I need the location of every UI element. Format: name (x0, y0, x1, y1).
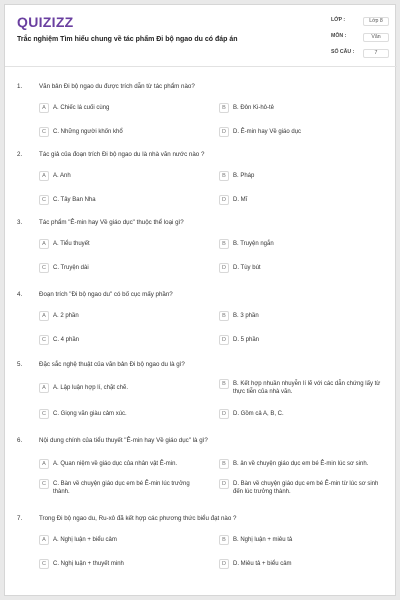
option-text: B. 3 phần (233, 313, 259, 319)
option-text: B. Nghị luận + miêu tả (233, 537, 293, 543)
option-letter-box: C (39, 127, 49, 137)
option-text: A. Tiểu thuyết (53, 241, 90, 247)
option-text: D. Miêu tả + biểu cảm (233, 561, 292, 567)
question-number: 2. (17, 151, 23, 158)
meta-count-value: 7 (363, 49, 389, 58)
option-letter-box: B (219, 103, 229, 113)
option-text: D. Mĩ (233, 197, 248, 203)
option-letter-box: A (39, 239, 49, 249)
option-letter-box: C (39, 335, 49, 345)
option-letter-box: C (39, 559, 49, 569)
option-text: B. Truyện ngắn (233, 241, 274, 247)
option-letter-box: D (219, 479, 229, 489)
option-letter-box: A (39, 459, 49, 469)
option-text: D. Tùy bút (233, 265, 261, 271)
option-text: B. Pháp (233, 173, 255, 179)
option-letter-box: C (39, 409, 49, 419)
option-letter-box: B (219, 311, 229, 321)
option-text: B. Đôn Ki-hô-tê (233, 105, 275, 111)
question-text: Trong Đi bộ ngao du, Ru-xô đã kết hợp các phương thức biểu đạt nào ? (39, 515, 237, 522)
page-title: Trắc nghiệm Tìm hiểu chung về tác phẩm Đi bộ ngao du có đáp án (17, 36, 238, 43)
option-letter-box: A (39, 103, 49, 113)
option-letter-box: D (219, 195, 229, 205)
option-text: D. Bàn về chuyện giáo dục em bé Ê-min từ lúc sơ sinh đến lúc trưởng thành. (233, 481, 379, 495)
option-letter-box: D (219, 263, 229, 273)
option-text: A. 2 phần (53, 313, 79, 319)
question-number: 5. (17, 361, 23, 368)
question-text: Nội dung chính của tiểu thuyết "Ê-min hay Về giáo dục" là gì? (39, 437, 208, 444)
meta-grade-label: LỚP : (331, 17, 346, 23)
meta-subject-label: MÔN : (331, 33, 347, 39)
option-letter-box: B (219, 379, 229, 389)
option-text: D. Gồm cả A, B, C. (233, 411, 284, 417)
option-letter-box: D (219, 335, 229, 345)
question-number: 4. (17, 291, 23, 298)
question-number: 3. (17, 219, 23, 226)
worksheet-header (5, 5, 397, 67)
option-text: A. Quan niệm về giáo dục của nhân vật Ê-min. (53, 461, 178, 467)
option-letter-box: A (39, 311, 49, 321)
option-text: D. 5 phần (233, 337, 260, 343)
option-text: C. Truyện dài (53, 265, 89, 271)
option-letter-box: B (219, 239, 229, 249)
option-text: C. Giọng văn giàu cảm xúc. (53, 411, 127, 417)
option-letter-box: A (39, 383, 49, 393)
option-letter-box: B (219, 459, 229, 469)
worksheet (4, 4, 396, 596)
question-number: 7. (17, 515, 23, 522)
option-letter-box: D (219, 409, 229, 419)
option-text: B. ân về chuyện giáo dục em bé Ê-min lúc sơ sinh. (233, 461, 369, 467)
option-letter-box: C (39, 195, 49, 205)
option-text: C. Những người khốn khổ (53, 129, 123, 135)
option-text: A. Anh (53, 173, 71, 179)
option-text: A. Lập luận hợp lí, chặt chẽ. (53, 385, 128, 391)
option-text: A. Nghị luận + biểu cảm (53, 537, 117, 543)
question-text: Đoạn trích "Đi bộ ngao du" có bố cục mấy phần? (39, 291, 173, 298)
question-text: Đặc sắc nghệ thuật của văn bản Đi bộ ngao du là gì? (39, 361, 185, 368)
question-number: 1. (17, 83, 23, 90)
question-text: Tác phẩm "Ê-min hay Về giáo dục" thuộc thể loại gì? (39, 219, 184, 226)
option-letter-box: C (39, 479, 49, 489)
option-letter-box: A (39, 171, 49, 181)
option-letter-box: A (39, 535, 49, 545)
question-text: Tác giả của đoạn trích Đi bộ ngao du là nhà văn nước nào ? (39, 151, 205, 158)
meta-subject-value: Văn (363, 33, 389, 42)
meta-grade-value: Lớp 8 (363, 17, 389, 26)
option-text: C. Nghị luận + thuyết minh (53, 561, 124, 567)
option-text: C. Bàn về chuyện giáo dục em bé Ê-min lúc trưởng thành. (53, 481, 190, 495)
option-text: C. Tây Ban Nha (53, 197, 96, 203)
option-letter-box: B (219, 171, 229, 181)
option-letter-box: D (219, 127, 229, 137)
option-text: B. Kết hợp nhuần nhuyễn lí lẽ với các dẫn chứng lấy từ thực tiễn của nhà văn. (233, 381, 381, 395)
option-text: D. Ê-min hay Về giáo dục (233, 129, 302, 135)
option-text: C. 4 phần (53, 337, 80, 343)
question-number: 6. (17, 437, 23, 444)
option-letter-box: B (219, 535, 229, 545)
option-letter-box: C (39, 263, 49, 273)
question-text: Văn bản Đi bộ ngao du được trích dẫn từ tác phẩm nào? (39, 83, 195, 90)
meta-count-label: SỐ CÂU : (331, 49, 355, 55)
option-letter-box: D (219, 559, 229, 569)
option-text: A. Chiếc lá cuối cùng (53, 105, 110, 111)
quizizz-logo: QUIZIZZ (17, 14, 74, 30)
